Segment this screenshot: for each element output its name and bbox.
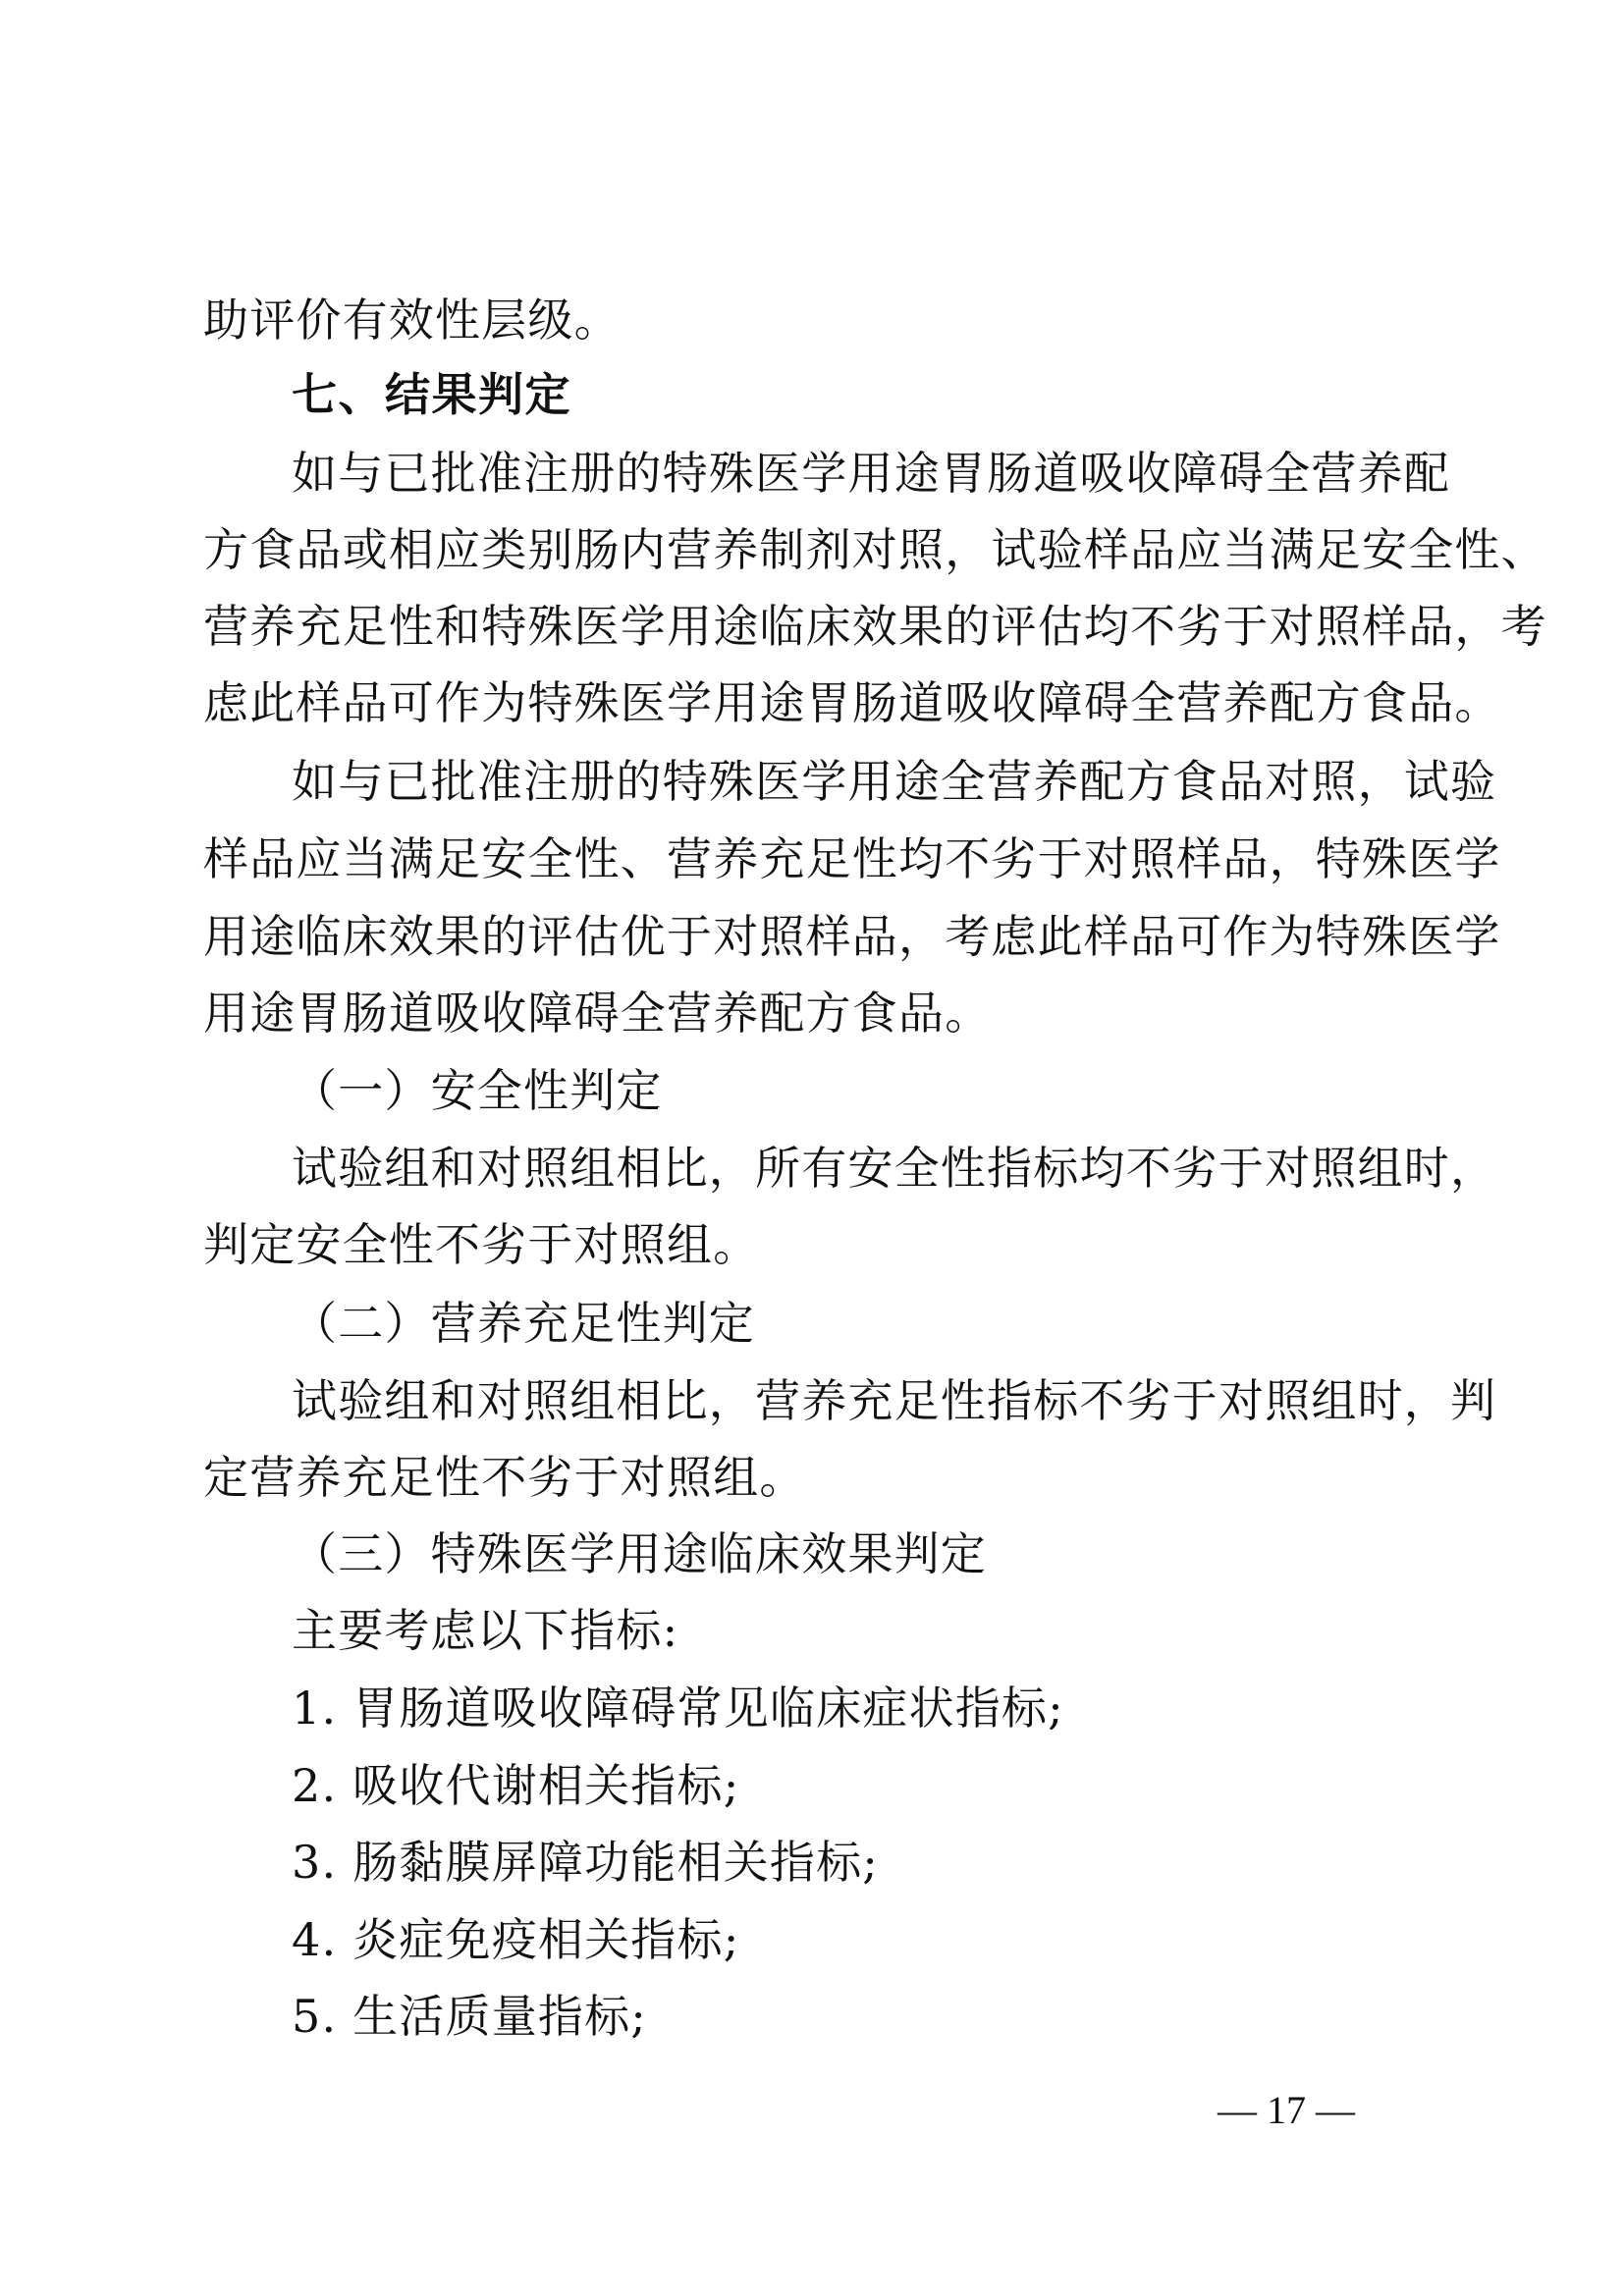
paragraph-line: 定营养充足性不劣于对照组。 xyxy=(203,1451,806,1504)
subsection-heading-nutrition: （二）营养充足性判定 xyxy=(292,1297,755,1350)
paragraph-line: 试验组和对照组相比，所有安全性指标均不劣于对照组时， xyxy=(292,1142,1497,1195)
paragraph-line: 判定安全性不劣于对照组。 xyxy=(203,1218,760,1271)
paragraph-line: 样品应当满足安全性、营养充足性均不劣于对照样品，特殊医学 xyxy=(203,832,1501,885)
paragraph-line: 用途临床效果的评估优于对照样品，考虑此样品可作为特殊医学 xyxy=(203,910,1501,963)
paragraph-line: 营养充足性和特殊医学用途临床效果的评估均不劣于对照样品，考 xyxy=(203,600,1547,653)
paragraph-line: 如与已批准注册的特殊医学用途全营养配方食品对照，试验 xyxy=(292,755,1497,808)
paragraph-line: 方食品或相应类别肠内营养制剂对照，试验样品应当满足安全性、 xyxy=(203,523,1547,576)
paragraph-line: 如与已批准注册的特殊医学用途胃肠道吸收障碍全营养配 xyxy=(292,447,1450,500)
paragraph-line: 主要考虑以下指标: xyxy=(292,1604,679,1657)
paragraph-line: 试验组和对照组相比，营养充足性指标不劣于对照组时，判 xyxy=(292,1374,1497,1427)
paragraph-continuation: 助评价有效性层级。 xyxy=(203,294,621,347)
paragraph-line: 虑此样品可作为特殊医学用途胃肠道吸收障碍全营养配方食品。 xyxy=(203,676,1501,729)
subsection-heading-safety: （一）安全性判定 xyxy=(292,1064,663,1117)
list-item: 1. 胃肠道吸收障碍常见临床症状指标; xyxy=(292,1682,1064,1735)
paragraph-line: 用途胃肠道吸收障碍全营养配方食品。 xyxy=(203,987,992,1040)
list-item: 3. 肠黏膜屏障功能相关指标; xyxy=(292,1836,880,1889)
list-item: 2. 吸收代谢相关指标; xyxy=(292,1759,740,1812)
section-heading-result-judgment: 七、结果判定 xyxy=(292,368,571,421)
list-item: 4. 炎症免疫相关指标; xyxy=(292,1913,740,1966)
page-number: — 17 — xyxy=(1218,2088,1355,2132)
subsection-heading-clinical-effect: （三）特殊医学用途临床效果判定 xyxy=(292,1527,987,1580)
list-item: 5. 生活质量指标; xyxy=(292,1990,648,2043)
